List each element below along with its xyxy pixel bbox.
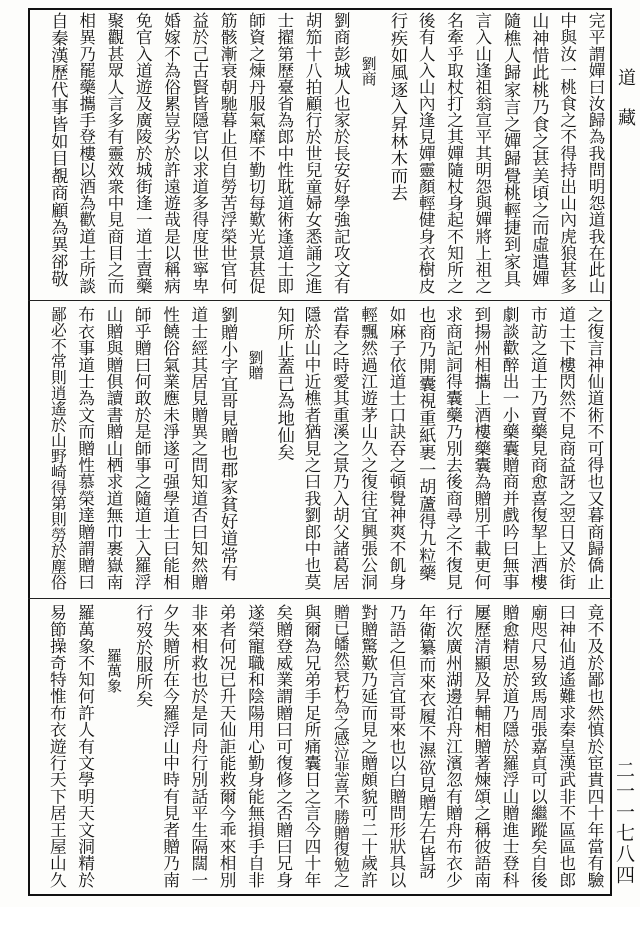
text-column: 到揚州相攜上酒樓藥囊為贈別千載更何 [471, 306, 492, 590]
text-column: 完平謂嬋曰汝歸為我問明怨道我在此山 [586, 12, 605, 295]
text-column: 後有人入山內逢見嬋靈顏輕健身衣樹皮 [416, 12, 436, 295]
text-column: 自秦漢歷代事皆如目覩商顧為異郤敬 [47, 12, 68, 288]
text-column: 弟者何况已升天仙詎能救爾今乖來相別 [217, 604, 238, 888]
text-column: 士擢第歷臺省為郎中性耽道術逢道士即 [274, 12, 294, 295]
text-column: 道士下樓閃然不見商益訝之翌日又於街 [556, 306, 577, 590]
text-column: 易節操奇特惟布衣遊行天下居王屋山久 [47, 604, 68, 888]
text-column: 行次廣州湖邊泊舟江濱忽有贈舟布衣少 [443, 604, 464, 888]
text-column: 竟不及於鄙也然慎於宦貴四十年當有驗 [585, 604, 605, 888]
text-column: 婚嫁不為俗累豈劣於許遠遊哉是以稱病 [161, 12, 181, 295]
text-column: 夕失贈所在今羅浮山中時有見者贈乃南 [160, 604, 181, 888]
text-column: 如麻子依道士口訣吞之頓覺神爽不飢身 [386, 306, 407, 590]
page-number: 二一一七八四 [613, 760, 635, 886]
text-column: 贈已皤然衰朽為之感泣悲喜不勝贈復勉之 [331, 604, 351, 889]
text-register-middle [38, 306, 604, 594]
text-column: 山贈與贈俱讀書贈山栖求道無巾裹嶽南 [103, 306, 124, 590]
text-column: 遂榮寵職和陰陽用心勤身能無損手自非 [245, 604, 266, 888]
text-column: 名牽乎取杖打之其嬋隨杖身起不知所之 [444, 12, 464, 295]
text-column: 師乎贈曰何敢於是師事之隨道士入羅浮 [132, 306, 153, 590]
text-column: 劇談歡醉出一小藥囊贈商并戲吟曰無事 [500, 306, 521, 590]
text-column: 輕飄然過江遊茅山久之復往宜興張公洞 [358, 306, 379, 590]
text-column: 行疾如風逐入昇林木而去 [386, 12, 407, 202]
text-column: 當春之時愛其重溪之景乃入胡父諸葛居 [330, 306, 351, 590]
text-column: 山神惜此桃乃食之甚美頃之而虛遣嬋 [528, 12, 549, 288]
section-heading: 劉贈 [246, 350, 265, 380]
register-divider-1 [28, 300, 612, 301]
register-divider-2 [28, 598, 612, 599]
text-column: 道士經其居見贈異之問知道否曰知然贈 [188, 306, 209, 590]
text-register-bottom [38, 604, 604, 892]
text-column: 屢歷清顯及昇輔相贈著煉頌之稱彼語南 [471, 604, 492, 888]
text-column: 益於己古賢皆隱官以求道多得度世寧卑 [189, 12, 209, 295]
text-column: 布衣事道士為文而贈性慕榮達贈謂贈曰 [75, 306, 96, 590]
text-column: 曰神仙逍遙難求秦皇漢武非不區區也郎 [556, 604, 577, 888]
text-column: 年衛纂而來衣履不濕欲見贈左右皆訝 [415, 604, 436, 880]
text-column: 隨樵人歸家言之嬋歸覺桃輕捷到家具 [500, 12, 521, 288]
text-column: 聚觀甚眾人言多有靈效衆中見商目之而 [104, 12, 124, 295]
text-column: 性饒俗氣業應未淨遂可强學道士曰能相 [160, 306, 181, 590]
text-column: 隱於山中近樵者猶見之曰我劉郎中也莫 [302, 306, 323, 590]
text-column: 行歿於服所矣 [132, 604, 153, 708]
text-column: 市訪之道士乃賣藥見商愈喜復挈上酒樓 [528, 306, 549, 590]
text-register-top [38, 12, 604, 298]
text-column: 之復言神仙道術不可得也又暮商歸僑止 [585, 306, 605, 590]
text-column: 也商乃開囊視重紙裹一胡蘆得九粒藥 [415, 306, 436, 582]
text-column: 求商記詞得囊藥乃別去後商尋之不復見 [443, 306, 464, 590]
text-column: 師資之煉丹服氣靡不勤切每歎光景甚促 [246, 12, 266, 295]
text-column: 乃語之但言宜哥來也以白贈問形狀具以 [386, 604, 407, 888]
text-column: 相異乃罷藥攜手登樓以酒為歡道士所談 [76, 12, 96, 295]
text-column: 矣贈登威業謂贈曰可復修之否贈曰兄身 [273, 604, 294, 888]
text-column: 免官入道遊及廣陵於城街逢一道士賣藥 [133, 12, 153, 295]
text-column: 非來相救也於是同舟行別話平生隔闊一 [188, 604, 209, 888]
section-heading: 劉商 [359, 56, 378, 86]
text-column: 胡笳十八拍顧行於世兒童婦女悉誦之進 [303, 12, 323, 295]
text-column: 羅萬象不知何許人有文學明天文洞精於 [75, 604, 96, 888]
collection-title: 道藏 [615, 68, 636, 148]
text-column: 廟咫尺易致馬周張嘉貞可以繼蹤矣自後 [528, 604, 549, 888]
text-column: 知所止蓋已為地仙矣 [273, 306, 294, 461]
text-column: 鄙必不常則逍遙於山野崎得第則勞於塵俗 [48, 306, 68, 591]
text-column: 筋骸漸衰朝馳暮止但自勞苦浮榮世官何 [218, 12, 238, 295]
text-column: 言入山逢祖翁宣平其明怨與嬋將上祖之 [472, 12, 492, 295]
text-column: 中與汝一桃食之不得持出山內虎狼甚多 [557, 12, 577, 295]
text-column: 劉贈小字宜哥見贈也郡家貧好道常有 [217, 306, 238, 582]
section-heading: 羅萬象 [104, 648, 123, 693]
text-column: 對贈驚歎乃延而見之贈頗貌可二十歲許 [358, 604, 379, 888]
text-column: 與爾為兄弟手足所痛囊日之言今四十年 [302, 604, 323, 888]
text-column: 贈愈精思於道乃隱於羅浮山贈進士登科 [500, 604, 521, 888]
text-column: 劉商彭城人也家於長安好學強記攻文有 [331, 12, 351, 295]
